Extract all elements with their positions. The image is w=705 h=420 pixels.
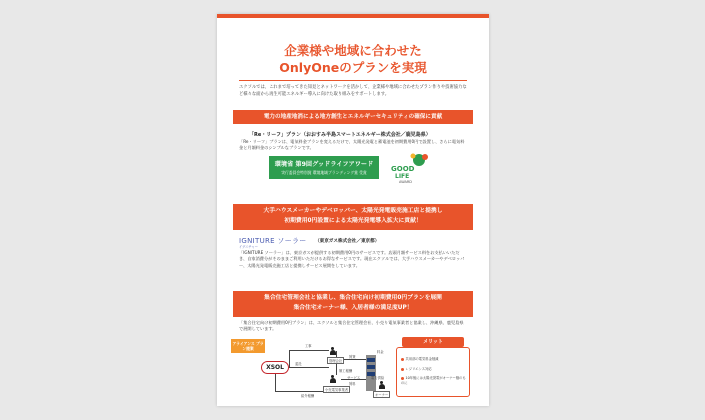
headline-line1: 企業様や地域に合わせた (284, 43, 422, 58)
svg-text:GOOD: GOOD (391, 165, 415, 173)
svg-text:AWARD: AWARD (399, 180, 412, 184)
award-subtitle: 実行委員会特別賞 環境地域ブランディング賞 受賞 (281, 170, 367, 175)
merit-item: 10年後には太陽光発電がオーナー様のものに (401, 376, 466, 385)
section2-banner-line2: 初期費用0円設置による太陽光発電導入拡大に貢献！ (284, 217, 422, 224)
section2-banner (233, 204, 473, 230)
business-scheme-diagram (231, 335, 477, 401)
label-service: サービス (347, 376, 361, 380)
igniture-logo-sub: イグニチャー (239, 245, 258, 249)
headline-divider (239, 80, 467, 81)
page-headline (217, 42, 489, 76)
management-company-box: 管理会社 (329, 359, 343, 363)
section1-body: 「Re・リーフ」プランは、電気料金プランを変えるだけで、太陽光発電と蓄電池を初期費用0円で設置し、さらに電気料金と月額料金のシンプルなプランです。 (239, 139, 465, 151)
apartment-building-icon (366, 355, 376, 391)
top-accent-bar (217, 14, 489, 18)
headline-line2: OnlyOneのプランを実現 (279, 60, 427, 75)
xsol-logo: XSOL (261, 361, 289, 374)
label-parking: 賃料 (349, 382, 356, 386)
section3-banner-line2: 集合住宅オーナー様、入居者様の満足度UP！ (293, 304, 413, 311)
section3-banner-line1: 集合住宅管理会社と協業し、集合住宅向け初期費用0円プランを展開 (264, 295, 442, 301)
section2-banner-line1: 大手ハウスメーカーやデベロッパー、太陽光発電販売施工店と提携し (263, 208, 443, 214)
alliance-badge: アライアンス プラン提案 (232, 341, 264, 351)
flow-line (289, 350, 329, 351)
person-icon (329, 347, 336, 356)
label-payment: 紹介報酬 (301, 394, 315, 398)
section2-body: 「IGNITURE ソーラー」は、東京ガスが提供する初期費用0円のサービスです。店頭月額サービス料をお支払いいただき、自家消費分がそのままご利用いただけるお得なサービスです。現在エクソルでは、大手ハウスメーカーやデベロッパー、太陽光発電販売施工店と提携しサービス展開をしています。 (239, 250, 465, 268)
merit-item: 共用部の電気料金削減 (401, 356, 438, 361)
merit-item: レジリエンス対応 (401, 366, 432, 371)
section3-banner (233, 291, 473, 317)
label-fee: 料金 (377, 350, 384, 354)
flow-line (289, 350, 290, 367)
intro-paragraph: エクソルでは、これまで培ってきた知見とネットワークを活かして、企業様や地域に合わせたプラン作りや技術協力など様々な面から再生可能エネルギー導入に向けた取り組みをサポートします。 (239, 85, 467, 97)
flow-line (275, 374, 276, 391)
section3-body: 「集合住宅向け初期費用0円プラン」は、エクソルと集合住宅管理会社、小売り電気事業者と協業し、沖縄県、鹿児島県で展開しています。 (239, 320, 464, 332)
label-contract: 制工報酬 (339, 369, 353, 373)
good-life-award-logo (389, 152, 433, 184)
section1-subtitle: 「Re・リーフ」プラン（おおすみ半島スマートエネルギー株式会社／鹿児島県） (249, 132, 431, 138)
person-icon (329, 375, 336, 384)
label-consignment: 委託 (295, 362, 302, 366)
section2-subtitle: （東京ガス株式会社／東京都） (315, 239, 380, 244)
merit-heading: メリット (402, 337, 464, 347)
svg-text:LIFE: LIFE (395, 173, 410, 180)
award-title: 環境省 第9回グッドライフアワード (274, 161, 374, 168)
owner-person-icon (378, 381, 385, 390)
power-company-box: 小売電気事業者 (325, 388, 349, 392)
label-lease: 賃貸 (349, 355, 356, 359)
award-badge (269, 156, 379, 179)
brochure-page (217, 14, 489, 406)
section1-banner: 電力の地産地消による地方創生とエネルギーセキュリティの確保に貢献 (233, 110, 473, 124)
merit-box (396, 347, 470, 397)
igniture-solar-logo: IGNITURE ソーラー (239, 237, 307, 245)
label-electricity-supply: 電力供給 (371, 376, 385, 380)
owner-box: オーナー (375, 393, 389, 397)
flow-line (289, 367, 329, 368)
label-construction: 工事 (305, 344, 312, 348)
